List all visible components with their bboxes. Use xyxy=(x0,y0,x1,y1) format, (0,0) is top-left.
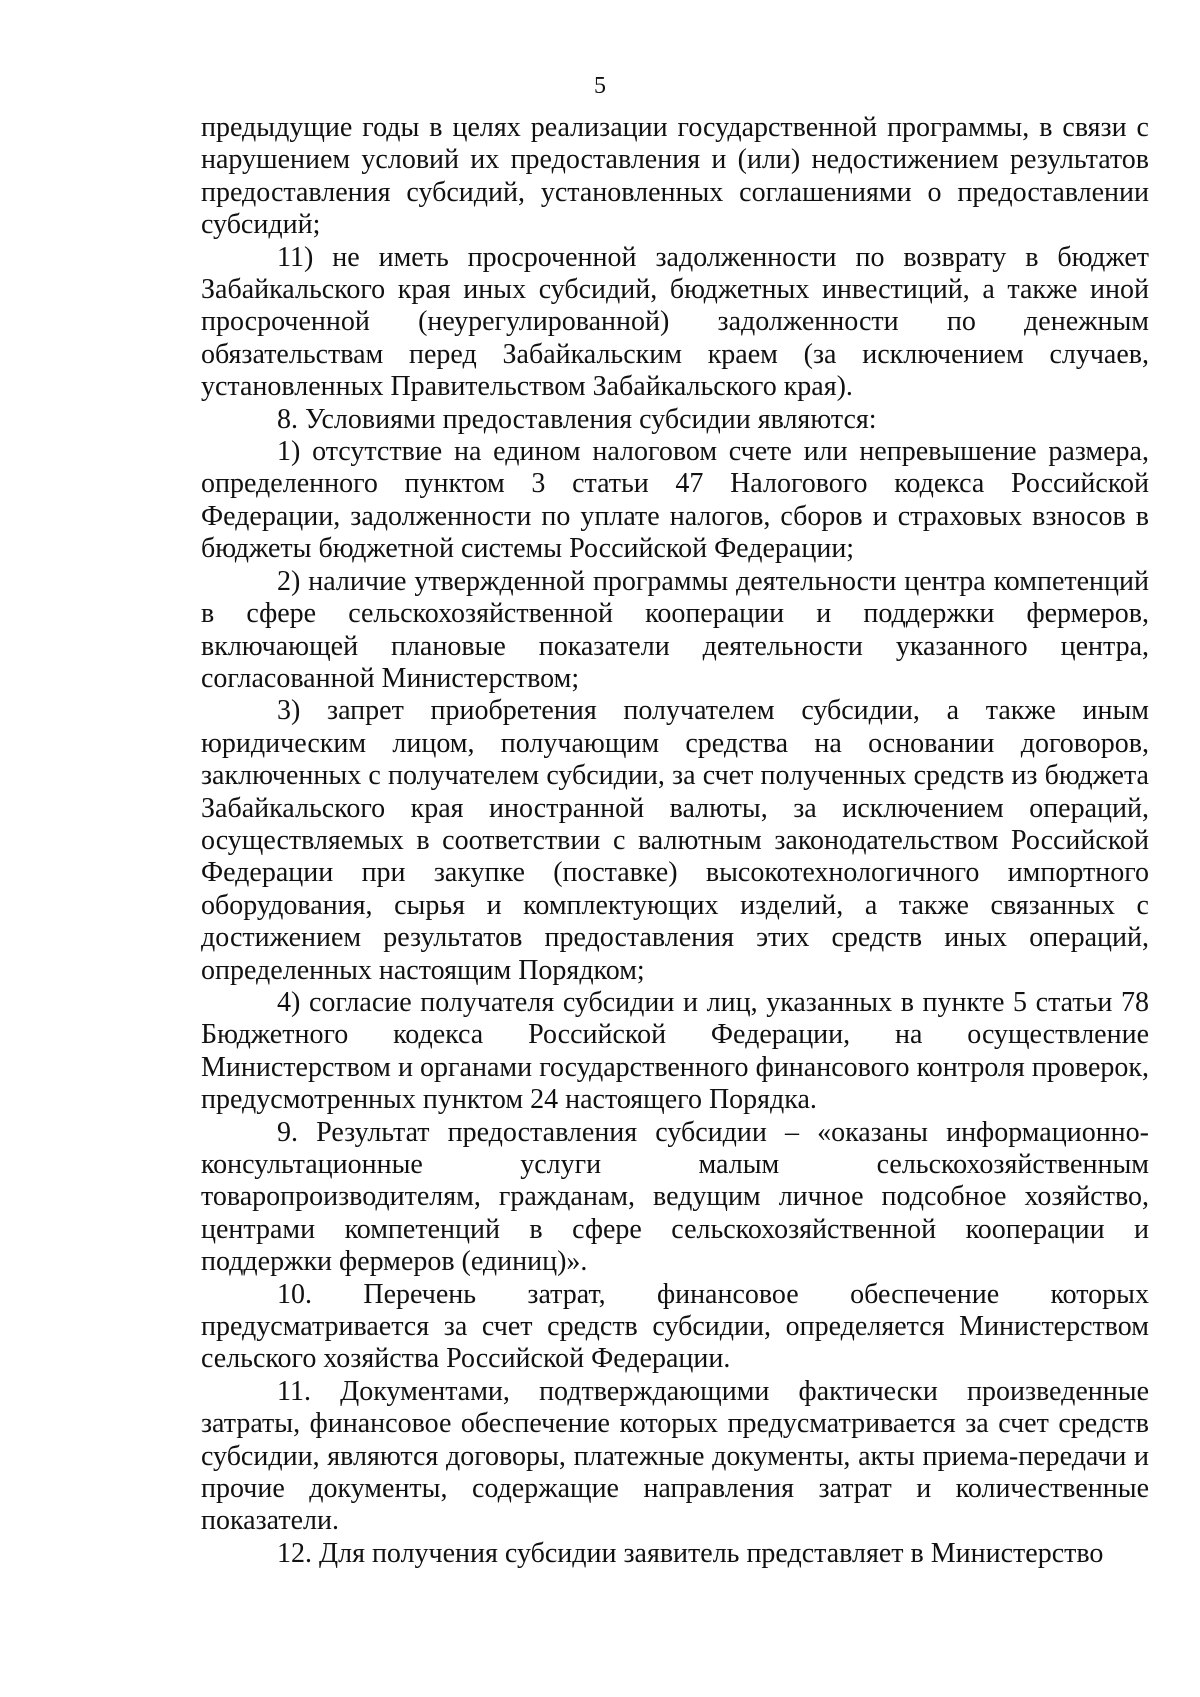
paragraph: 3) запрет приобретения получателем субсидии, а также иным юридическим лицом, получающим средства на основании договоров, заключенных с получателем субсидии, за счет полученных средств из бюджета Забайкальского края иностранной валюты, за исключением операций, осуществляемых в соответствии с валютным законодательством Российской Федерации при закупке (поставке) высокотехнологичного импортного оборудования, сырья и комплектующих изделий, а также связанных с достижением результатов предоставления этих средств иных операций, определенных настоящим Порядком; xyxy=(201,695,1149,986)
paragraph: 11. Документами, подтверждающими фактически произведенные затраты, финансовое обеспечение которых предусматривается за счет средств субсидии, являются договоры, платежные документы, акты приема-передачи и прочие документы, содержащие направления затрат и количественные показатели. xyxy=(201,1375,1149,1537)
document-body xyxy=(201,112,1149,1570)
paragraph: 11) не иметь просроченной задолженности по возврату в бюджет Забайкальского края иных субсидий, бюджетных инвестиций, а также иной просроченной (неурегулированной) задолженности по денежным обязательствам перед Забайкальским краем (за исключением случаев, установленных Правительством Забайкальского края). xyxy=(201,241,1149,403)
paragraph: 12. Для получения субсидии заявитель представляет в Министерство xyxy=(277,1537,1104,1569)
paragraph: 4) согласие получателя субсидии и лиц, указанных в пункте 5 статьи 78 Бюджетного кодекса Российской Федерации, на осуществление Министерством и органами государственного финансового контроля проверок, предусмотренных пунктом 24 настоящего Порядка. xyxy=(201,986,1149,1116)
paragraph: 9. Результат предоставления субсидии – «оказаны информационно-консультационные услуги малым сельскохозяйственным товаропроизводителям, гражданам, ведущим личное подсобное хозяйство, центрами компетенций в сфере сельскохозяйственной кооперации и поддержки фермеров (единиц)». xyxy=(201,1116,1149,1278)
page-number: 5 xyxy=(594,73,606,99)
paragraph: 2) наличие утвержденной программы деятельности центра компетенций в сфере сельскохозяйственной кооперации и поддержки фермеров, включающей плановые показатели деятельности указанного центра, согласованной Министерством; xyxy=(201,565,1149,694)
paragraph: 10. Перечень затрат, финансовое обеспечение которых предусматривается за счет средств субсидии, определяется Министерством сельского хозяйства Российской Федерации. xyxy=(201,1278,1149,1375)
paragraph: 8. Условиями предоставления субсидии являются: xyxy=(277,403,877,435)
paragraph: предыдущие годы в целях реализации государственной программы, в связи с нарушением условий их предоставления и (или) недостижением результатов предоставления субсидий, установленных соглашениями о предоставлении субсидий; xyxy=(201,112,1149,241)
paragraph: 1) отсутствие на едином налоговом счете или непревышение размера, определенного пунктом 3 статьи 47 Налогового кодекса Российской Федерации, задолженности по уплате налогов, сборов и страховых взносов в бюджеты бюджетной системы Российской Федерации; xyxy=(201,436,1149,565)
